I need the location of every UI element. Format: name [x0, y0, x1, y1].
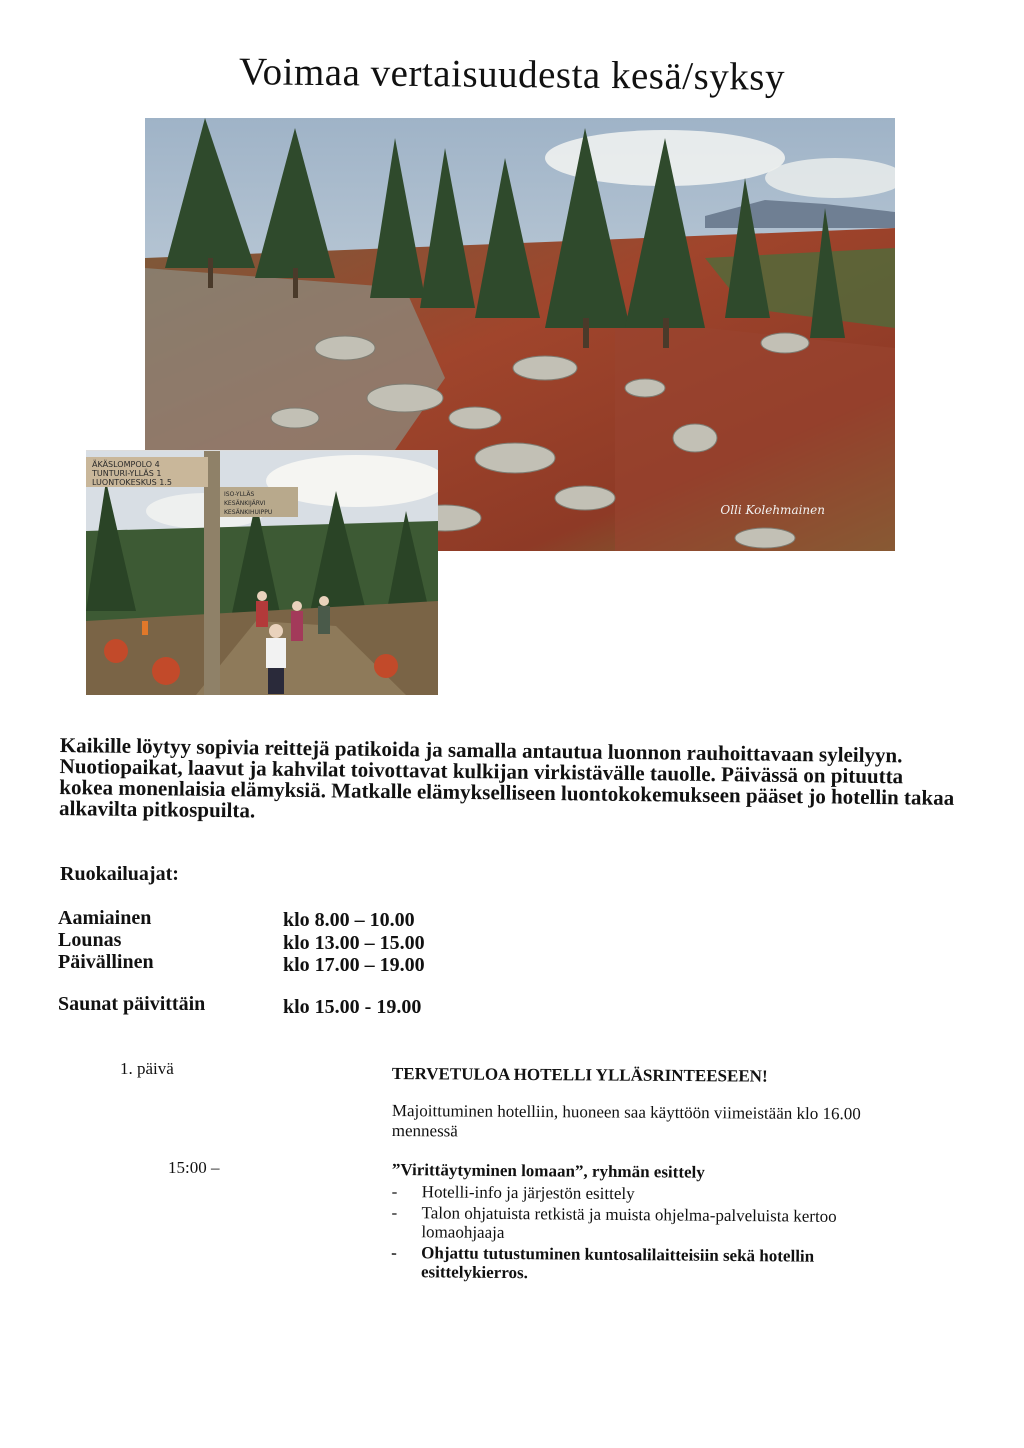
- photo-credit: Olli Kolehmainen: [720, 503, 825, 517]
- program-time: 15:00 –: [168, 1158, 220, 1177]
- meal-label-dinner: Päivällinen: [58, 951, 154, 973]
- day-title: TERVETULOA HOTELLI YLLÄSRINTEESEEN!: [391, 1064, 768, 1086]
- sauna-label: Saunat päivittäin: [58, 993, 206, 1015]
- sign-line-2: KESÄNKIJÄRVI: [224, 500, 266, 507]
- signpost-line-3: LUONTOKESKUS 1.5: [92, 478, 172, 487]
- program-list: [391, 1182, 922, 1286]
- day-label: 1. päivä: [120, 1059, 174, 1078]
- page-title: Voimaa vertaisuudesta kesä/syksy: [238, 50, 786, 99]
- meal-label-lunch: Lounas: [58, 929, 122, 951]
- program-title: ”Virittäytyminen lomaan”, ryhmän esittely: [391, 1160, 705, 1182]
- signpost-line-2: TUNTURI-YLLÄS 1: [92, 469, 162, 478]
- meal-label-breakfast: Aamiainen: [58, 907, 152, 929]
- program-item: - Ohjattu tutustuminen kuntosalilaitteisiin sekä hotellin esittelykierros.: [391, 1243, 921, 1286]
- program-item: - Hotelli-info ja järjestön esittely: [392, 1182, 922, 1206]
- hikers-signpost-photo: [86, 450, 438, 695]
- intro-paragraph: Kaikille löytyy sopivia reittejä patikoida ja samalla antautua luonnon rauhoittavaan syleilyyn. Nuotiopaikat, laavut ja kahvilat toivottavat kulkijan virkistävälle tauolle. Päivässä on pituutta kokea monenlaisia elämyksiä. Matkalle elämykselliseen luontokokemukseen pääset jo hotellin takaa alkavilta pitkospuilta.: [58, 733, 955, 823]
- day-info: Majoittuminen hotelliin, huoneen saa käyttöön viimeistään klo 16.00 mennessä: [391, 1101, 861, 1141]
- meals-heading: Ruokailuajat:: [60, 863, 179, 885]
- meal-time-breakfast: klo 8.00 – 10.00: [283, 909, 415, 931]
- meal-time-dinner: klo 17.00 – 19.00: [283, 954, 425, 976]
- signpost-line-1: ÄKÄSLOMPOLO 4: [92, 460, 160, 469]
- program-block: [391, 1160, 922, 1288]
- sign-line-1: ISO-YLLÄS: [224, 491, 255, 498]
- sign-line-3: KESÄNKIHUIPPU: [224, 509, 273, 516]
- sauna-time: klo 15.00 - 19.00: [283, 996, 422, 1018]
- meal-time-lunch: klo 13.00 – 15.00: [283, 932, 425, 954]
- program-item: - Talon ohjatuista retkistä ja muista ohjelma-palveluista kertoo lomaohjaaja: [391, 1203, 921, 1246]
